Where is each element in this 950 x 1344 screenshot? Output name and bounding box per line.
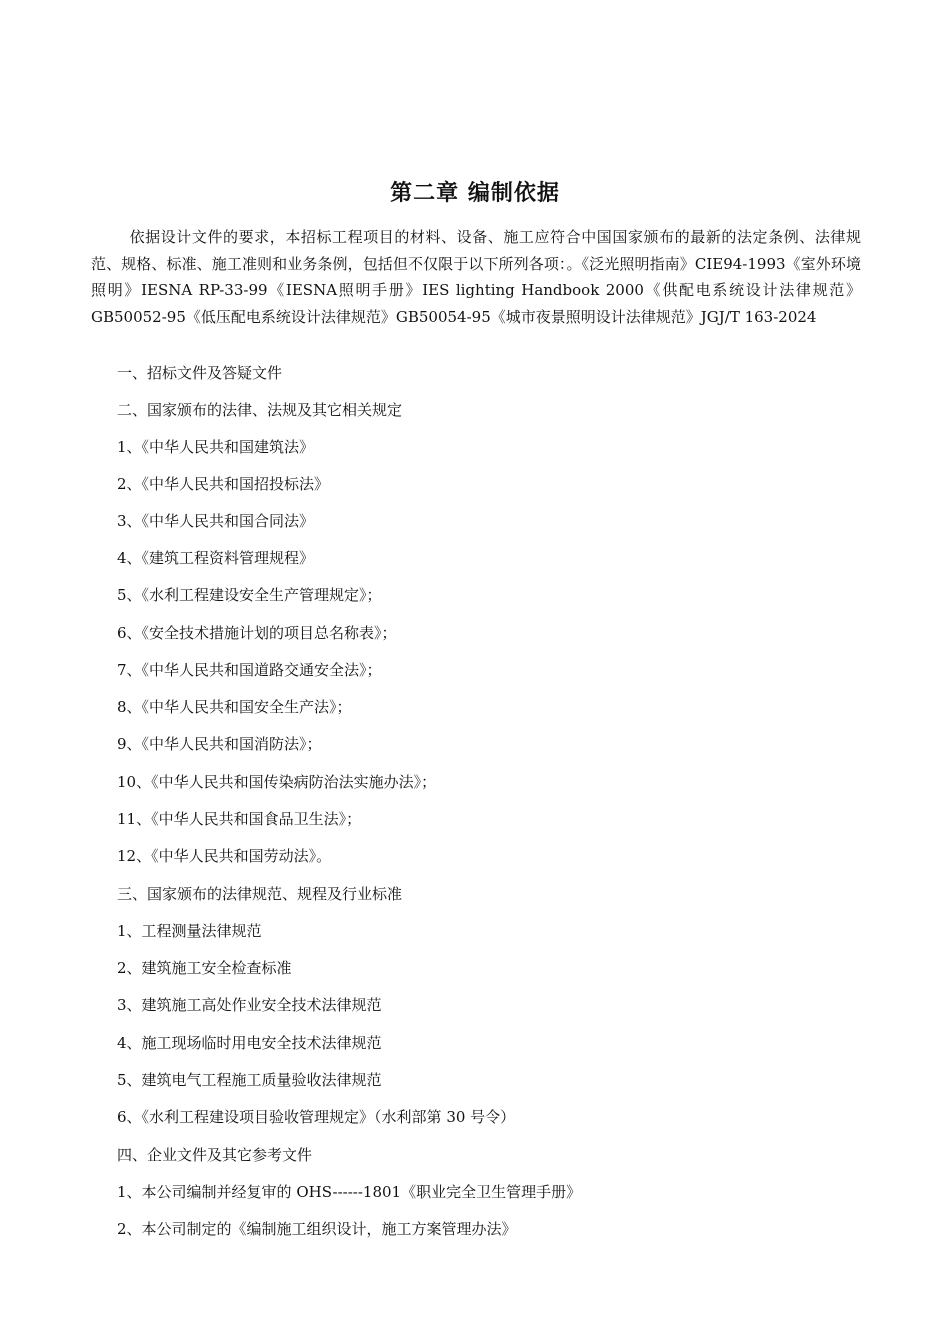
list-item: 四、企业文件及其它参考文件 [117, 1146, 313, 1164]
list-item: 二、国家颁布的法律、法规及其它相关规定 [117, 401, 403, 419]
list-item: 1、本公司编制并经复审的 OHS------1801《职业完全卫生管理手册》 [117, 1183, 582, 1201]
list-item: 7、《中华人民共和国道路交通安全法》； [117, 661, 382, 679]
list-item: 1、工程测量法律规范 [117, 922, 262, 940]
list-item: 11、《中华人民共和国食品卫生法》； [117, 810, 362, 828]
list-item: 12、《中华人民共和国劳动法》。 [117, 847, 332, 865]
list-item: 3、《中华人民共和国合同法》 [117, 512, 315, 530]
list-item: 6、《安全技术措施计划的项目总名称表》； [117, 624, 397, 642]
list-item: 5、《水利工程建设安全生产管理规定》； [117, 586, 382, 604]
list-item: 三、国家颁布的法律规范、规程及行业标准 [117, 885, 403, 903]
list-item: 6、《水利工程建设项目验收管理规定》（水利部第 30 号令） [117, 1108, 516, 1126]
page-title: 第二章 编制依据 [390, 181, 560, 206]
intro-text: 依据设计文件的要求，本招标工程项目的材料、设备、施工应符合中国国家颁布的最新的法定条例、法律规范、规格、标准、施工准则和业务条例，包括但不仅限于以下所列各项：。《泛光照明指南》CIE94-1993《室外环境照明》IESNA RP-33-99《IESNA照明手册》IES lighting Handbook 2000《供配电系统设计法律规范》GB50052-95《低压配电系统设计法律规范》GB50054-95《城市夜景照明设计法律规范》JGJ/T 163-2024 [91, 228, 861, 326]
list-item: 2、建筑施工安全检查标准 [117, 959, 292, 977]
list-item: 1、《中华人民共和国建筑法》 [117, 438, 315, 456]
list-item: 一、招标文件及答疑文件 [117, 364, 283, 382]
list-item: 4、《建筑工程资料管理规程》 [117, 549, 315, 567]
list-item: 10、《中华人民共和国传染病防治法实施办法》； [117, 773, 437, 791]
intro-paragraph [91, 224, 861, 330]
list-item: 3、建筑施工高处作业安全技术法律规范 [117, 996, 382, 1014]
list-item: 4、施工现场临时用电安全技术法律规范 [117, 1034, 382, 1052]
list-item: 9、《中华人民共和国消防法》； [117, 735, 322, 753]
list-item: 5、建筑电气工程施工质量验收法律规范 [117, 1071, 382, 1089]
list-item: 2、《中华人民共和国招投标法》 [117, 475, 330, 493]
list-item: 2、本公司制定的《编制施工组织设计，施工方案管理办法》 [117, 1220, 517, 1238]
list-item: 8、《中华人民共和国安全生产法》； [117, 698, 352, 716]
